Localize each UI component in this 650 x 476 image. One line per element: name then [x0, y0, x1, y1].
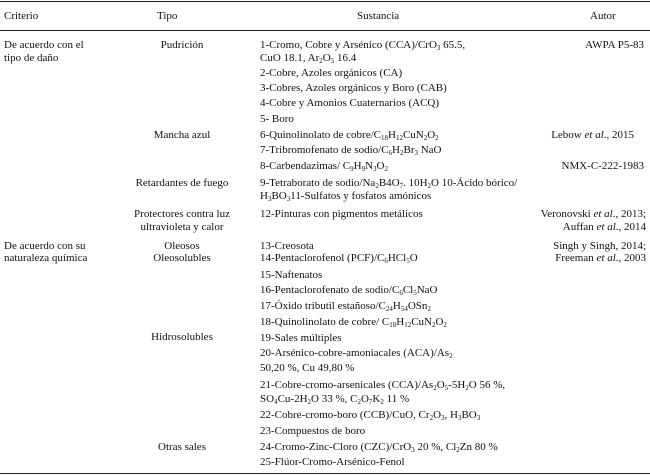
sustancia-24: 24-Cromo-Zinc-Cloro (CZC)/CrO$_3$ 20 %, $Cl_2Zn$ 80 % [260, 441, 498, 454]
sustancia-1-cont: CuO 18.1, $Ar_2O_5$ 16.4 [260, 52, 357, 65]
header-sustancia: Sustancia [357, 10, 400, 22]
autor-veronovski: Veronovski et al., 2013; [540, 208, 646, 220]
sustancia-4: 4-Cobre y Amonios Cuaternarios (ACQ) [260, 97, 440, 109]
sustancia-6: 6-Quinolinolato de cobre/$C_{18}H_{12}CuN_2O_2$ [260, 129, 439, 142]
sustancia-21: 21-Cobre-cromo-arsenicales $(CCA)/As_2O_5-5H_2O$ 56 %, [260, 379, 506, 392]
header-autor: Autor [590, 10, 616, 22]
header-tipo: Tipo [157, 10, 178, 22]
sustancia-7: 7-Tribromofenato de sodio/$C_6H_2Br_3$ NaO [260, 144, 442, 157]
sustancia-13: 13-Creosota [260, 240, 314, 252]
tipo-mancha-azul: Mancha azul [153, 129, 211, 141]
sustancia-2: 2-Cobre, Azoles orgánicos (CA) [260, 67, 403, 79]
sustancia-8: 8-Carbendazimas/ $C_9H_9N_3O_2$ [260, 160, 388, 173]
sustancia-20: 20-Arsénico-cobre-amoniacales $(ACA)/As_2$ [260, 347, 453, 360]
criterio-dano-line1: De acuerdo con el [4, 39, 84, 51]
header-criterio: Criterio [4, 10, 39, 22]
sustancia-3: 3-Cobres, Azoles orgánicos y Boro (CAB) [260, 82, 447, 94]
sustancia-9-cont: $H_3BO_311$-Sulfatos y fosfatos amónicos [260, 190, 432, 203]
criterio-quimica-line1: De acuerdo con su [4, 240, 86, 252]
sustancia-5: 5- Boro [260, 113, 294, 125]
tipo-retardantes-fuego: Retardantes de fuego [135, 177, 229, 189]
autor-nmx: NMX-C-222-1983 [561, 160, 644, 172]
sustancia-9: 9-Tetraborato de sodio/$Na_2B4O_7$. $10H_2O$ 10-Ácido bórico/ [260, 177, 518, 190]
sustancia-22: 22-Cobre-cromo-boro (CCB)/CuO, $Cr_2O_3$, $H_3BO_3$ [260, 409, 481, 422]
autor-awpa: AWPA P5-83 [585, 39, 644, 51]
autor-singh: Singh y Singh, 2014; [553, 240, 646, 252]
sustancia-16: 16-Pentaclorofenato de sodio/$C_6Cl_5NaO$ [260, 284, 438, 297]
sustancia-19: 19-Sales múltiples [260, 332, 342, 344]
autor-lebow: Lebow et al., 2015 [551, 129, 634, 141]
sustancia-14: 14-Pentaclorofenol $(PCF)/C_6HCl_5O$ [260, 252, 418, 265]
sustancia-25: 25-Flúor-Cromo-Arsénico-Fenol [260, 456, 405, 468]
tipo-oleosos: Oleosos [164, 240, 200, 252]
autor-auffan: Auffan et al., 2014 [562, 221, 646, 233]
tipo-protectores-line2: ultravioleta y calor [140, 221, 224, 233]
tipo-otras-sales: Otras sales [158, 441, 206, 453]
tipo-oleosolubles: Oleosolubles [153, 252, 211, 264]
sustancia-23: 23-Compuestos de boro [260, 425, 366, 437]
table-header-rule [0, 30, 650, 31]
sustancia-12: 12-Pinturas con pigmentos metálicos [260, 208, 423, 220]
sustancia-21-cont: $SO_4Cu-2H_2O$ 33 %, $C_2O_7K_2$ 11 % [260, 393, 410, 406]
criterio-dano-line2: tipo de daño [4, 52, 59, 64]
sustancia-17: 17-Óxido tributil estañoso/$C_{24}H_{54}OSn_2$ [260, 300, 431, 313]
table-top-rule [0, 1, 650, 2]
sustancia-1: 1-Cromo, Cobre y Arsénico (CCA)/CrO$_3$ 65.5, [260, 39, 466, 52]
tipo-hidrosolubles: Hidrosolubles [151, 331, 213, 343]
criterio-quimica-line2: naturaleza química [4, 252, 88, 264]
sustancia-18: 18-Quinolinolato de cobre/ $C_{18}H_{12}CuN_2O_2$ [260, 316, 447, 329]
sustancia-20-cont: 50,20 %, Cu 49,80 % [260, 362, 355, 374]
tipo-protectores-line1: Protectores contra luz [134, 208, 230, 220]
table-bottom-rule [0, 473, 650, 474]
tipo-pudricion: Pudrición [160, 39, 204, 51]
autor-freeman: Freeman et al., 2003 [555, 252, 646, 264]
sustancia-15: 15-Naftenatos [260, 269, 323, 281]
